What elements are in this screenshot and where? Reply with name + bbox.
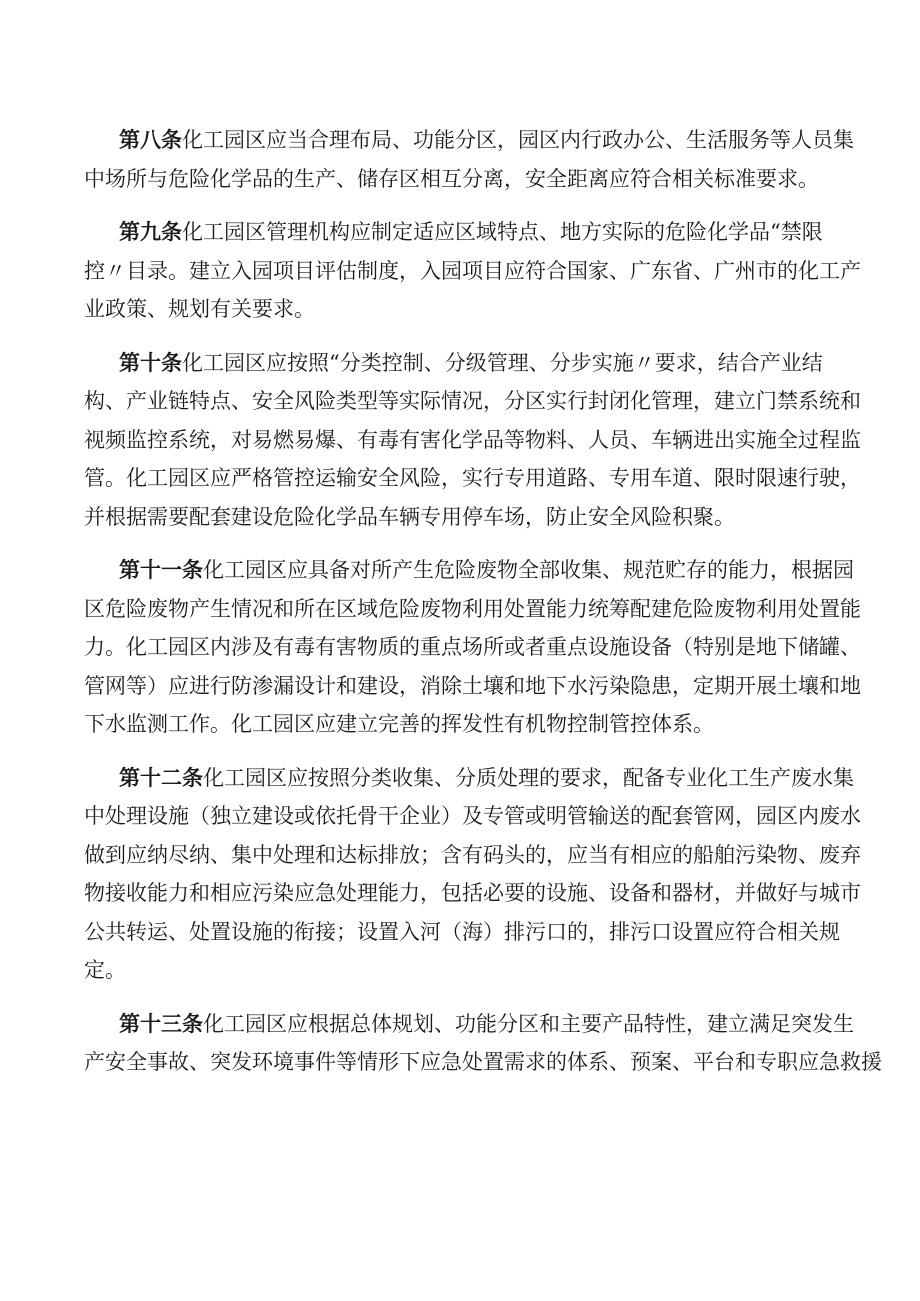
article-text-line: 中场所与危险化学品的生产、储存区相互分离，安全距离应符合相关标准要求。 bbox=[84, 166, 819, 191]
article-text-line: 公共转运、处置设施的衔接；设置入河（海）排污口的，排污口设置应符合相关规 bbox=[84, 919, 840, 944]
article-text-line: 化工园区管理机构应制定适应区域特点、地方实际的危险化学品“禁限 bbox=[182, 220, 823, 244]
article-13 bbox=[84, 1005, 882, 1082]
article-text-line: 化工园区应根据总体规划、功能分区和主要产品特性，建立满足突发生 bbox=[203, 1011, 854, 1036]
article-text-line: 定。 bbox=[84, 958, 126, 982]
article-8 bbox=[84, 121, 854, 198]
article-text-line: 视频监控系统，对易燃易爆、有毒有害化学品等物料、人员、车辆进出实施全过程监 bbox=[84, 427, 861, 452]
article-label: 第九条 bbox=[119, 220, 182, 244]
article-label: 第十二条 bbox=[119, 765, 203, 790]
article-text-line: 下水监测工作。化工园区应建立完善的挥发性有机物控制管控体系。 bbox=[84, 712, 714, 736]
article-text-line: 化工园区应按照分类收集、分质处理的要求，配备专业化工生产废水集 bbox=[203, 765, 854, 790]
article-text-line: 业政策、规划有关要求。 bbox=[84, 297, 315, 321]
article-text-line: 力。化工园区内涉及有毒有害物质的重点场所或者重点设施设备（特别是地下储罐、 bbox=[84, 635, 861, 659]
article-text-line: 做到应纳尽纳、集中处理和达标排放；含有码头的，应当有相应的船舶污染物、废弃 bbox=[84, 842, 861, 867]
article-label: 第十三条 bbox=[119, 1011, 203, 1036]
article-10 bbox=[84, 344, 861, 537]
article-text-line: 化工园区应当合理布局、功能分区，园区内行政办公、生活服务等人员集 bbox=[182, 128, 854, 152]
article-text-line: 化工园区应按照“分类控制、分级管理、分步实施〃要求，结合产业结 bbox=[182, 350, 823, 375]
article-text-line: 并根据需要配套建设危险化学品车辆专用停车场，防止安全风险积聚。 bbox=[84, 504, 735, 529]
article-12 bbox=[84, 759, 861, 990]
article-text-line: 中处理设施（独立建设或依托骨干企业）及专管或明管输送的配套管网，园区内废水 bbox=[84, 804, 861, 828]
document-page bbox=[84, 121, 882, 1097]
article-text-line: 物接收能力和相应污染应急处理能力，包括必要的设施、设备和器材，并做好与城市 bbox=[84, 881, 861, 905]
article-text-line: 控〃目录。建立入园项目评估制度，入园项目应符合国家、广东省、广州市的化工产 bbox=[84, 258, 861, 283]
article-9 bbox=[84, 213, 861, 329]
article-11 bbox=[84, 551, 861, 744]
article-text-line: 区危险废物产生情况和所在区域危险废物利用处置能力统筹配建危险废物利用处置能 bbox=[84, 596, 861, 621]
article-label: 第十条 bbox=[119, 350, 182, 375]
article-text-line: 化工园区应具备对所产生危险废物全部收集、规范贮存的能力，根据园 bbox=[203, 558, 854, 582]
article-text-line: 管网等）应进行防渗漏设计和建设，消除土壤和地下水污染隐患，定期开展土壤和地 bbox=[84, 673, 861, 698]
article-label: 第八条 bbox=[119, 128, 182, 152]
article-text-line: 管。化工园区应严格管控运输安全风险，实行专用道路、专用车道、限时限速行驶， bbox=[84, 466, 861, 490]
article-text-line: 产安全事故、突发环境事件等情形下应急处置需求的体系、预案、平台和专职应急救援 bbox=[84, 1050, 882, 1074]
article-text-line: 构、产业链特点、安全风险类型等实际情况，分区实行封闭化管理，建立门禁系统和 bbox=[84, 389, 861, 413]
article-label: 第十一条 bbox=[119, 558, 203, 582]
